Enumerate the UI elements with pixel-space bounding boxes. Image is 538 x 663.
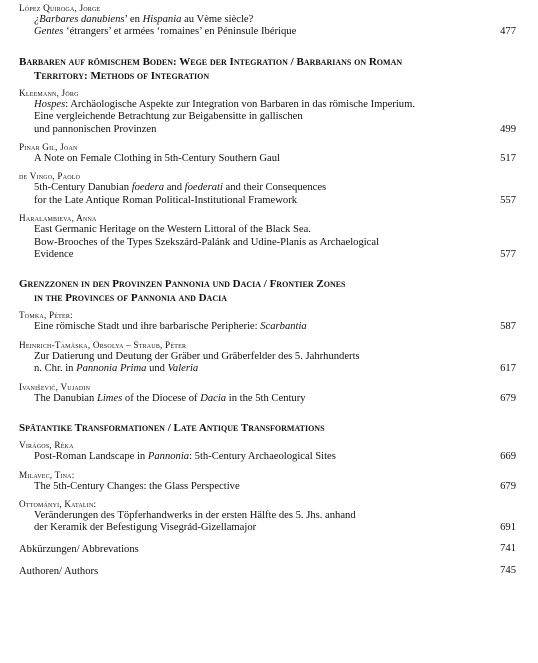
toc-entry-abbreviations [0,543,538,556]
title-part: foedera [131,182,165,194]
title-part: in the 5th Century [226,392,306,404]
entry-title-line: Zur Datierung und Deutung der Gräber und Gräberfelder des 5. Jahrhunderts [34,350,360,362]
title-part: and their Consequences [222,182,327,194]
entry-title-line: The 5th-Century Changes: the Glass Perspective [34,480,240,492]
title-part: Dacia [200,392,227,404]
entry-title-line: Eine vergleichende Betrachtung zur Beigabensitte in gallischen [34,111,303,123]
section-heading [0,421,538,435]
entry-title-line [19,26,516,38]
title-part: und [146,363,168,375]
page-number: 577 [500,249,516,261]
entry-author: Tomka, Péter: [19,310,73,321]
entry-title-line: Evidence [34,249,74,261]
entry-title-line [19,451,516,463]
page-number: 679 [500,480,516,492]
toc-entry [0,212,538,261]
page-number: 499 [500,123,516,135]
page-number: 679 [500,392,516,404]
toc-entry [0,170,538,207]
title-part: Pannonia [147,451,190,463]
entry-title-line: for the Late Antique Roman Political-Institutional Framework [34,194,298,206]
entry-title-line [19,363,516,375]
entry-author: Milavec, Tina: [19,469,75,480]
entry-label: Abkürzungen/ Abbrevations [19,543,139,555]
entry-title-line: Veränderungen des Töpferhandwerks in der ersten Hälfte des 5. Jhs. anhand [34,509,356,521]
toc-entry [0,381,538,405]
entry-author: Virágos, Réka [19,440,74,451]
toc-entry [0,141,538,165]
entry-author: López Quiroga, Jorge [19,3,101,13]
title-part: and [164,182,185,194]
title-part: 5th-Century Danubian [34,182,132,194]
title-part: : 5th-Century Archaeological Sites [189,451,336,463]
title-part: Post-Roman Landscape in [34,451,148,463]
title-part: Hospes [34,98,66,110]
entry-author: Kleemann, Jörg [19,87,79,98]
entry-title-line [19,321,516,333]
title-part: Eine römische Stadt und ihre barbarische Peripherie: [34,321,261,333]
section-heading [0,277,538,305]
title-part: foederati [184,182,223,194]
page-number: 741 [500,543,516,555]
title-part: : Archäologische Aspekte zur Integration von Barbaren in das römische Imperium. [65,98,415,110]
entry-title-line: und pannonischen Provinzen [34,123,157,135]
page-number: 477 [500,26,516,38]
section-heading-line: Grenzzonen in den Provinzen Pannonia und Dacia / Frontier Zones [19,278,346,291]
toc-entry-authors [0,565,538,578]
entry-title-line [19,393,516,405]
toc-entry [0,2,538,39]
page-number: 669 [500,451,516,463]
title-part: Gentes [34,26,64,38]
title-part: n. Chr. in [34,363,77,375]
entry-author: de Vingo, Paolo [19,171,81,182]
section-heading-line: Territory: Methods of Integration [34,69,210,82]
title-part: Limes [96,392,123,404]
toc-entry [0,469,538,493]
section-heading-line: Barbaren auf römischem Boden: Wege der Integration / Barbarians on Roman [19,55,403,68]
entry-label: Authoren/ Authors [19,565,99,577]
title-part: ‘étrangers’ et armées ‘romaines’ en Péninsule Ibérique [63,26,297,38]
title-part: of the Diocese of [122,392,201,404]
page-number: 557 [500,194,516,206]
title-part: Valeria [167,363,199,375]
page-number: 587 [500,321,516,333]
page-number: 617 [500,363,516,375]
section-heading-line: in the Provinces of Pannonia and Dacia [34,292,228,305]
entry-title-line [19,99,516,111]
entry-author: Ottományi, Katalin: [19,498,97,509]
toc-entry [0,87,538,136]
toc-entry [0,439,538,463]
toc-entry [0,339,538,376]
entry-title-line: Bow-Brooches of the Types Szekszárd-Palánk and Udine-Planis as Archaelogical [34,236,380,248]
page-number: 517 [500,153,516,165]
title-part: Hispania [142,14,182,25]
title-part: Pannonia Prima [76,363,147,375]
entry-title-line [19,14,516,26]
entry-title-line: der Keramik der Befestigung Visegrád-Gizellamajor [34,522,257,534]
title-part: ’ en [124,14,143,25]
title-part: ¿Barbares danubiens [34,14,125,25]
section-heading-line: Spätantike Transformationen / Late Antique Transformations [19,422,325,435]
entry-author: Ivanišević, Vujadin [19,381,91,392]
entry-author: Haralambieva, Anna [19,213,97,224]
entry-title-line: A Note on Female Clothing in 5th-Century Southern Gaul [34,153,280,165]
section-heading [0,55,538,83]
toc-entry [0,309,538,333]
entry-title-line [19,182,516,194]
page-number: 745 [500,565,516,577]
entry-author: Heinrich-Tamáska, Orsolya – Straub, Péter [19,339,187,350]
title-part: au Vème siècle? [181,14,254,25]
title-part: Scarbantia [260,321,307,333]
page-number: 691 [500,522,516,534]
title-part: The Danubian [34,392,97,404]
toc-entry [0,498,538,535]
entry-title-line: East Germanic Heritage on the Western Littoral of the Black Sea. [34,224,311,236]
entry-author: Pinar Gil, Joan [19,142,78,153]
